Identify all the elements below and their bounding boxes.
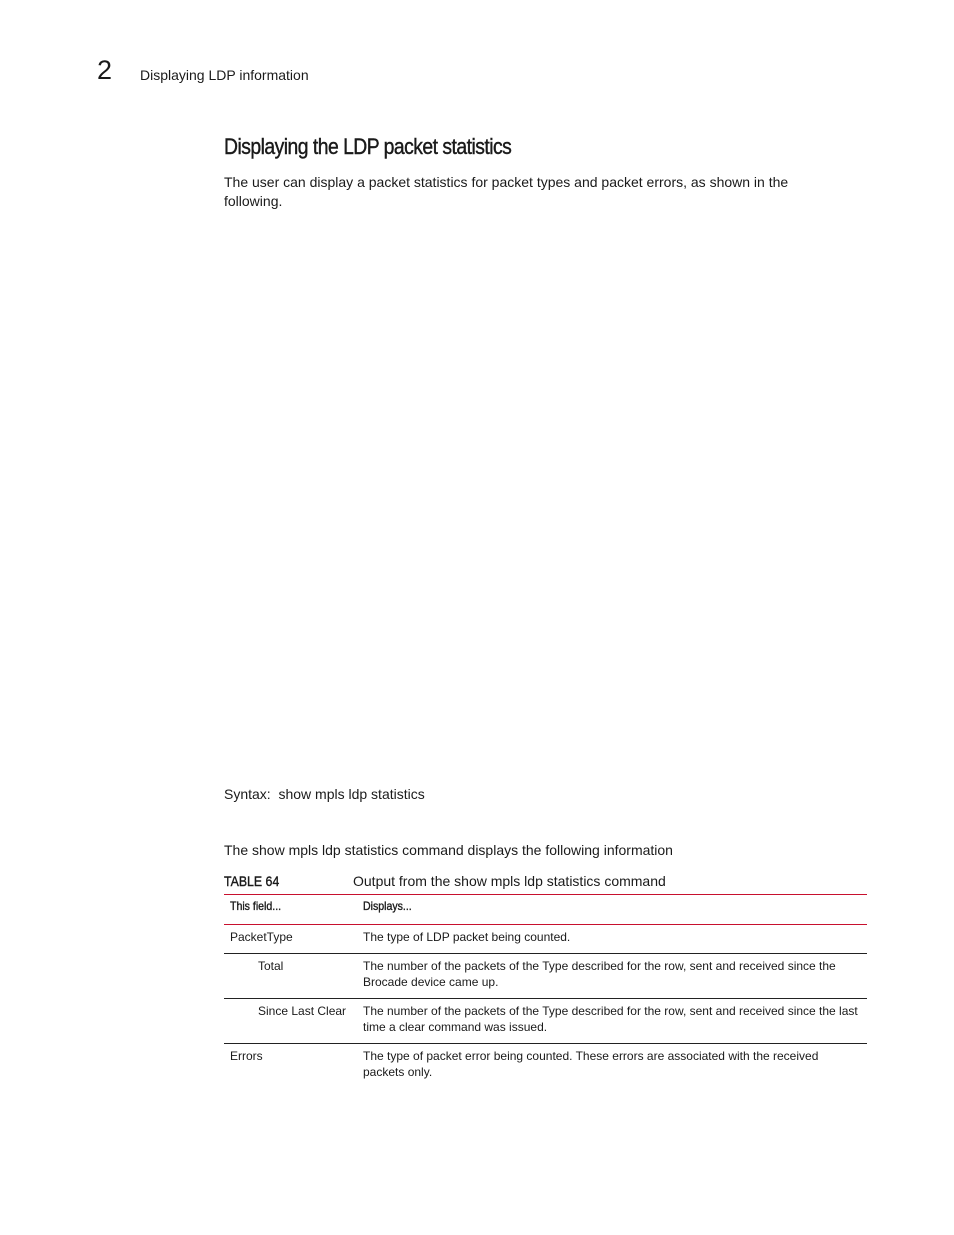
field-cell: Total — [224, 954, 357, 999]
table-lead-text: The show mpls ldp statistics command displays the following information — [224, 842, 673, 858]
table-label: TABLE 64 — [224, 873, 280, 889]
description-cell: The type of packet error being counted. These errors are associated with the received packets only. — [363, 1049, 819, 1079]
field-cell: Since Last Clear — [224, 999, 357, 1044]
table-caption — [224, 871, 867, 895]
description-cell: The type of LDP packet being counted. — [357, 925, 867, 954]
field-cell: Errors — [230, 1049, 263, 1063]
syntax-line: Syntax: show mpls ldp statistics — [224, 786, 425, 802]
description-cell: The number of the packets of the Type described for the row, sent and received since the last time a clear command was issued. — [357, 999, 867, 1044]
table-row — [224, 954, 867, 999]
section-title: Displaying the LDP packet statistics — [224, 134, 512, 159]
chapter-number: 2 — [97, 55, 113, 85]
table-header-row — [224, 896, 867, 925]
table-caption-text: Output from the show mpls ldp statistics command — [353, 873, 666, 889]
fields-table — [224, 896, 867, 1088]
description-cell: The number of the packets of the Type described for the row, sent and received since the Brocade device came up. — [357, 954, 867, 999]
field-cell: PacketType — [224, 925, 357, 954]
table-row — [224, 999, 867, 1044]
table-row — [224, 925, 867, 954]
table-row — [224, 1044, 867, 1089]
intro-paragraph: The user can display a packet statistics for packet types and packet errors, as shown in the following. — [224, 174, 789, 209]
running-head: Displaying LDP information — [140, 67, 309, 83]
header-displays-label: Displays... — [363, 899, 412, 913]
header-field — [224, 896, 357, 925]
header-displays — [357, 896, 867, 925]
header-field-label: This field... — [230, 899, 282, 913]
